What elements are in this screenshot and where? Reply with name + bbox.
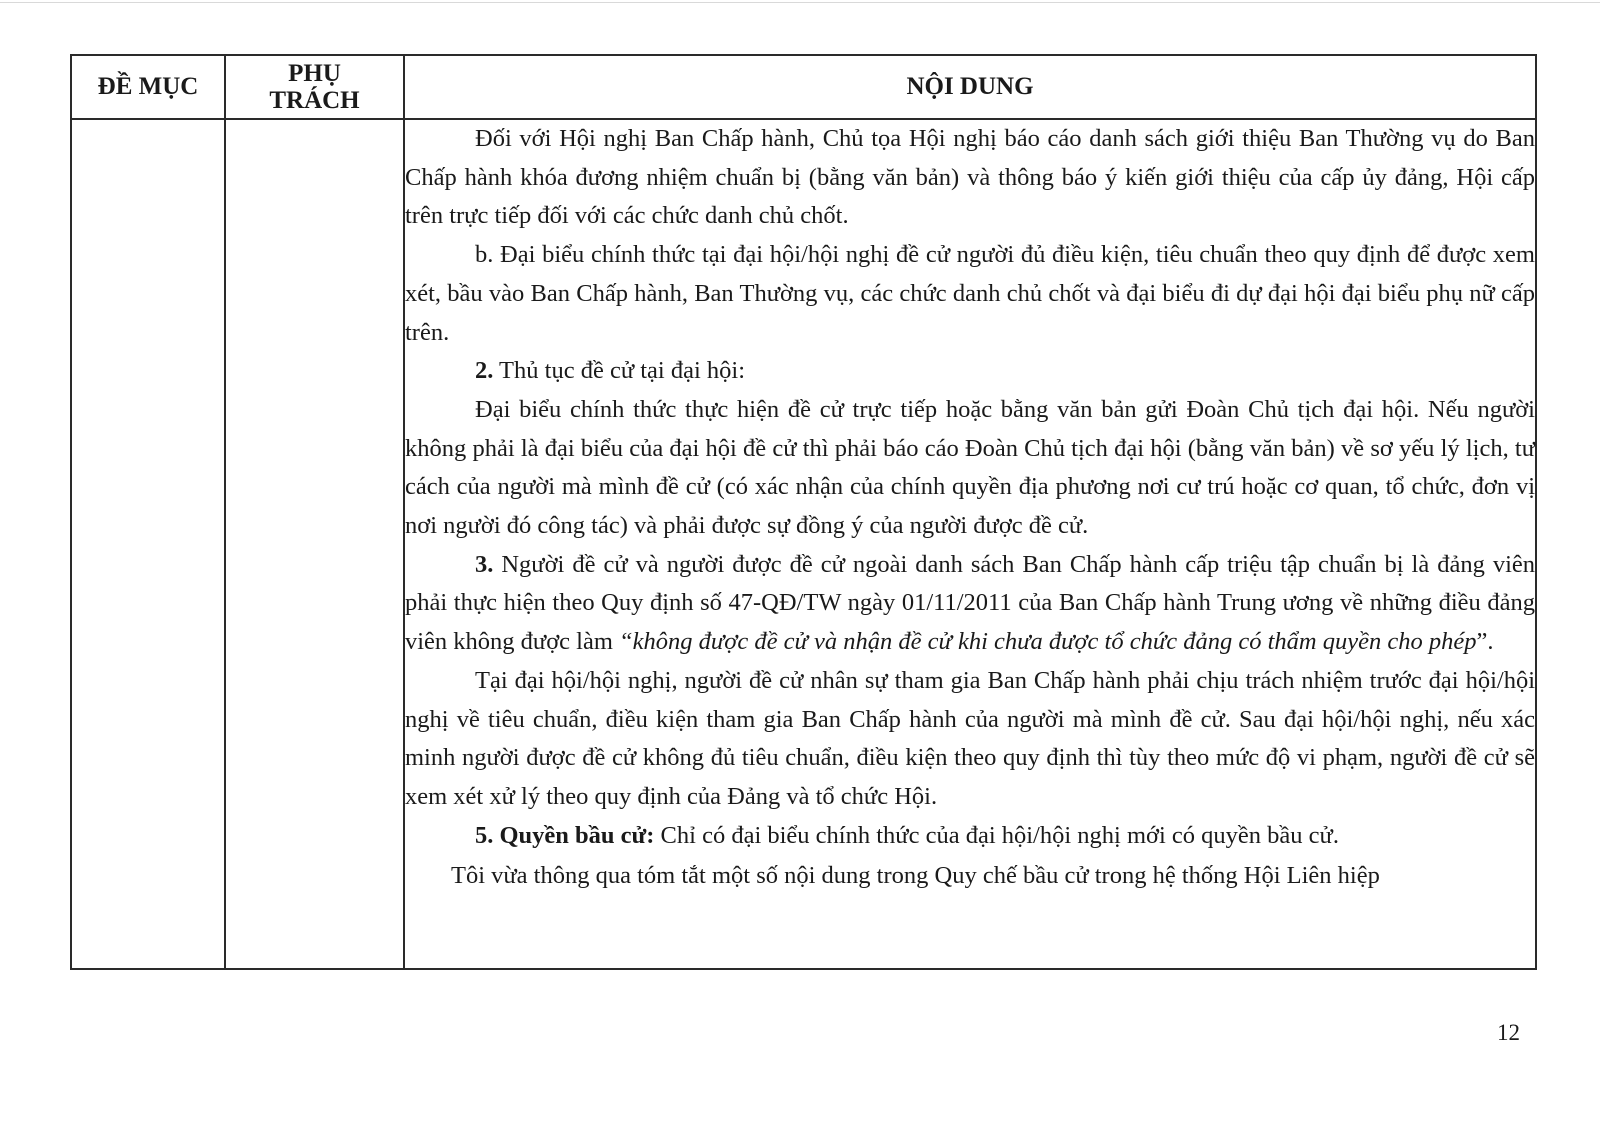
noi-dung-cell xyxy=(404,119,1536,969)
quy-dinh-quote: “không được đề cử và nhận đề cử khi chưa được tổ chức đảng có thẩm quyền cho phép xyxy=(619,628,1477,656)
de-muc-cell xyxy=(71,119,225,969)
header-noi-dung xyxy=(404,55,1536,119)
page-top-rule xyxy=(0,2,1600,3)
page-number: 12 xyxy=(1497,1020,1520,1045)
header-de-muc-label: ĐỀ MỤC xyxy=(97,73,199,100)
phu-trach-cell xyxy=(225,119,404,969)
paragraph-trach-nhiem: Tại đại hội/hội nghị, người đề cử nhân sự tham gia Ban Chấp hành phải chịu trách nhiệm trước đại hội/hội nghị về tiêu chuẩn, điều kiện tham gia Ban Chấp hành của người mà mình đề cử. Sau đại hội/hội nghị, nếu xác minh người được đề cử không đủ tiêu chuẩn, điều kiện theo quy định thì tùy theo mức độ vi phạm, người đề cử sẽ xem xét xử lý theo quy định của Đảng và tổ chức Hội. xyxy=(405,666,1535,810)
quy-dinh-text: Người đề cử và người được đề cử ngoài danh sách Ban Chấp hành cấp triệu tập chuẩn bị là đảng viên phải thực hiện theo Quy định số 47-QĐ/TW ngày 01/11/2011 của Ban Chấp hành Trung ương về những điều đảng viên không được làm xyxy=(405,550,1535,656)
agenda-table xyxy=(70,54,1537,970)
paragraph-quy-dinh-47 xyxy=(405,546,1535,662)
quyen-bau-cu-label: 5. Quyền bầu cử: xyxy=(475,821,655,849)
paragraph-thu-tuc-de-cu xyxy=(405,352,1535,391)
paragraph-tom-tat: Tôi vừa thông qua tóm tắt một số nội dung trong Quy chế bầu cử trong hệ thống Hội Liên hiệp xyxy=(451,862,1380,890)
header-phu-trach xyxy=(225,55,404,119)
table-header-row xyxy=(71,55,1536,119)
header-de-muc xyxy=(71,55,225,119)
header-noi-dung-label: NỘI DUNG xyxy=(906,73,1034,100)
quy-dinh-quote-end: ”. xyxy=(1476,628,1494,656)
quyen-bau-cu-text: Chỉ có đại biểu chính thức của đại hội/hội nghị mới có quyền bầu cử. xyxy=(654,821,1339,849)
section-number-2: 2. xyxy=(475,357,494,385)
paragraph-ban-thuong-vu: Đối với Hội nghị Ban Chấp hành, Chủ tọa Hội nghị báo cáo danh sách giới thiệu Ban Thường vụ do Ban Chấp hành khóa đương nhiệm chuẩn bị (bằng văn bản) và thông báo ý kiến giới thiệu của cấp ủy đảng, Hội cấp trên trực tiếp đối với các chức danh chủ chốt. xyxy=(405,125,1535,230)
section-title-thu-tuc: Thủ tục đề cử tại đại hội: xyxy=(493,357,746,385)
header-phu-trach-line2: TRÁCH xyxy=(269,87,360,114)
table-row xyxy=(71,119,1536,969)
section-number-3: 3. xyxy=(475,550,494,578)
paragraph-de-cu-dai-bieu: b. Đại biểu chính thức tại đại hội/hội nghị đề cử người đủ điều kiện, tiêu chuẩn theo quy định để được xem xét, bầu vào Ban Chấp hành, Ban Thường vụ, các chức danh chủ chốt và đại biểu đi dự đại hội đại biểu phụ nữ cấp trên. xyxy=(405,241,1535,346)
paragraph-de-cu-van-ban: Đại biểu chính thức thực hiện đề cử trực tiếp hoặc bằng văn bản gửi Đoàn Chủ tịch đại hội. Nếu người không phải là đại biểu của đại hội đề cử thì phải báo cáo Đoàn Chủ tịch đại hội (bằng văn bản) về sơ yếu lý lịch, tư cách của người mà mình đề cử (có xác nhận của chính quyền địa phương nơi cư trú hoặc cơ quan, tổ chức, đơn vị nơi người đó công tác) và phải được sự đồng ý của người được đề cử. xyxy=(405,395,1535,540)
header-phu-trach-line1: PHỤ xyxy=(288,60,341,87)
paragraph-quyen-bau-cu xyxy=(405,817,1535,856)
